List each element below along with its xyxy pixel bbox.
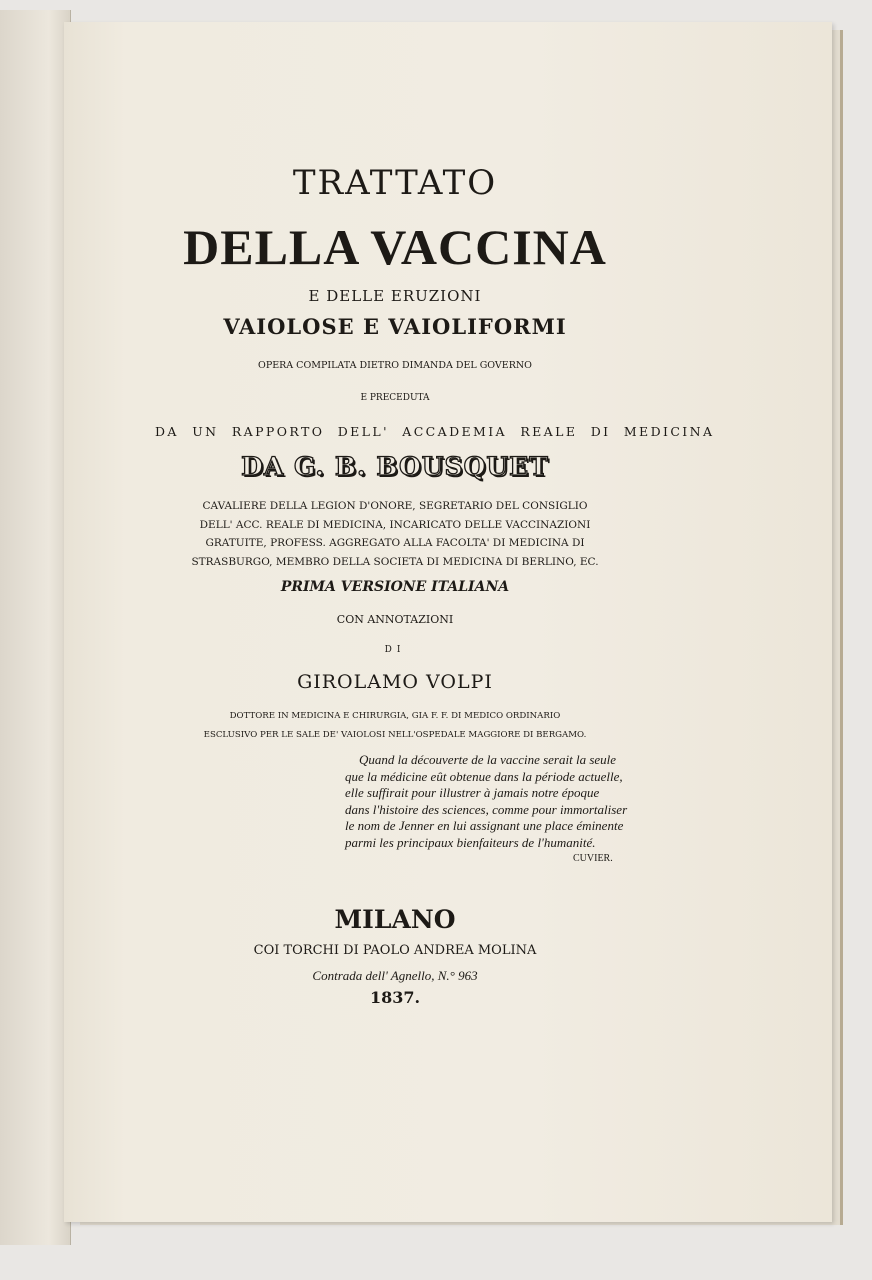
version-line: PRIMA VERSIONE ITALIANA	[280, 579, 510, 595]
translator-title-line: DOTTORE IN MEDICINA E CHIRURGIA, GIA F. F. DI MEDICO ORDINARIO	[229, 711, 561, 721]
subtitle-line-2: VAIOLOSE E VAIOLIFORMI	[223, 314, 567, 339]
author-name: DA G. B. BOUSQUET	[241, 452, 549, 481]
left-flyleaf	[0, 10, 71, 1245]
di-line: DI	[384, 645, 406, 655]
author-title-line: STRASBURGO, MEMBRO DELLA SOCIETA DI MEDICINA DI BERLINO, EC.	[191, 556, 599, 569]
annotazioni-line: CON ANNOTAZIONI	[336, 613, 454, 626]
title-line-1: TRATTATO	[292, 163, 498, 203]
epigraph-line: le nom de Jenner en lui assignant une place éminente	[345, 818, 624, 833]
subtitle-line-1: E DELLE ERUZIONI	[308, 287, 482, 305]
author-title-line: DELL' ACC. REALE DI MEDICINA, INCARICATO DELLE VACCINAZIONI	[199, 518, 591, 531]
epigraph-author: CUVIER.	[573, 853, 613, 864]
preceduta-line: E PRECEDUTA	[360, 393, 430, 403]
title-line-2: DELLA VACCINA	[183, 219, 607, 275]
epigraph-line: parmi les principaux bienfaiteurs de l'humanité.	[345, 834, 596, 850]
translator-name: GIROLAMO VOLPI	[297, 671, 493, 693]
printer: COI TORCHI DI PAOLO ANDREA MOLINA	[253, 943, 537, 958]
epigraph-line: elle suffirait pour illustrer à jamais notre époque	[345, 785, 600, 800]
translator-titles	[150, 707, 640, 745]
author-title-line: GRATUITE, PROFESS. AGGREGATO ALLA FACOLTA' DI MEDICINA DI	[205, 537, 585, 550]
opera-line: OPERA COMPILATA DIETRO DIMANDA DEL GOVERNO	[258, 360, 532, 371]
rapporto-line: DA UN RAPPORTO DELL' ACCADEMIA REALE DI MEDICINA	[155, 424, 715, 439]
city: MILANO	[334, 905, 456, 934]
epigraph-line: dans l'histoire des sciences, comme pour immortaliser	[345, 801, 628, 817]
author-titles	[150, 497, 640, 572]
author-title-line: CAVALIERE DELLA LEGION D'ONORE, SEGRETARIO DEL CONSIGLIO	[202, 500, 588, 512]
year: 1837.	[369, 988, 421, 1007]
epigraph-line: que la médicine eût obtenue dans la période actuelle,	[345, 768, 623, 784]
epigraph-line: Quand la découverte de la vaccine serait la seule	[359, 752, 617, 767]
address: Contrada dell' Agnello, N.° 963	[312, 968, 478, 983]
epigraph	[345, 752, 628, 868]
translator-title-line: ESCLUSIVO PER LE SALE DE' VAIOLOSI NELL'OSPEDALE MAGGIORE DI BERGAMO.	[203, 730, 587, 740]
